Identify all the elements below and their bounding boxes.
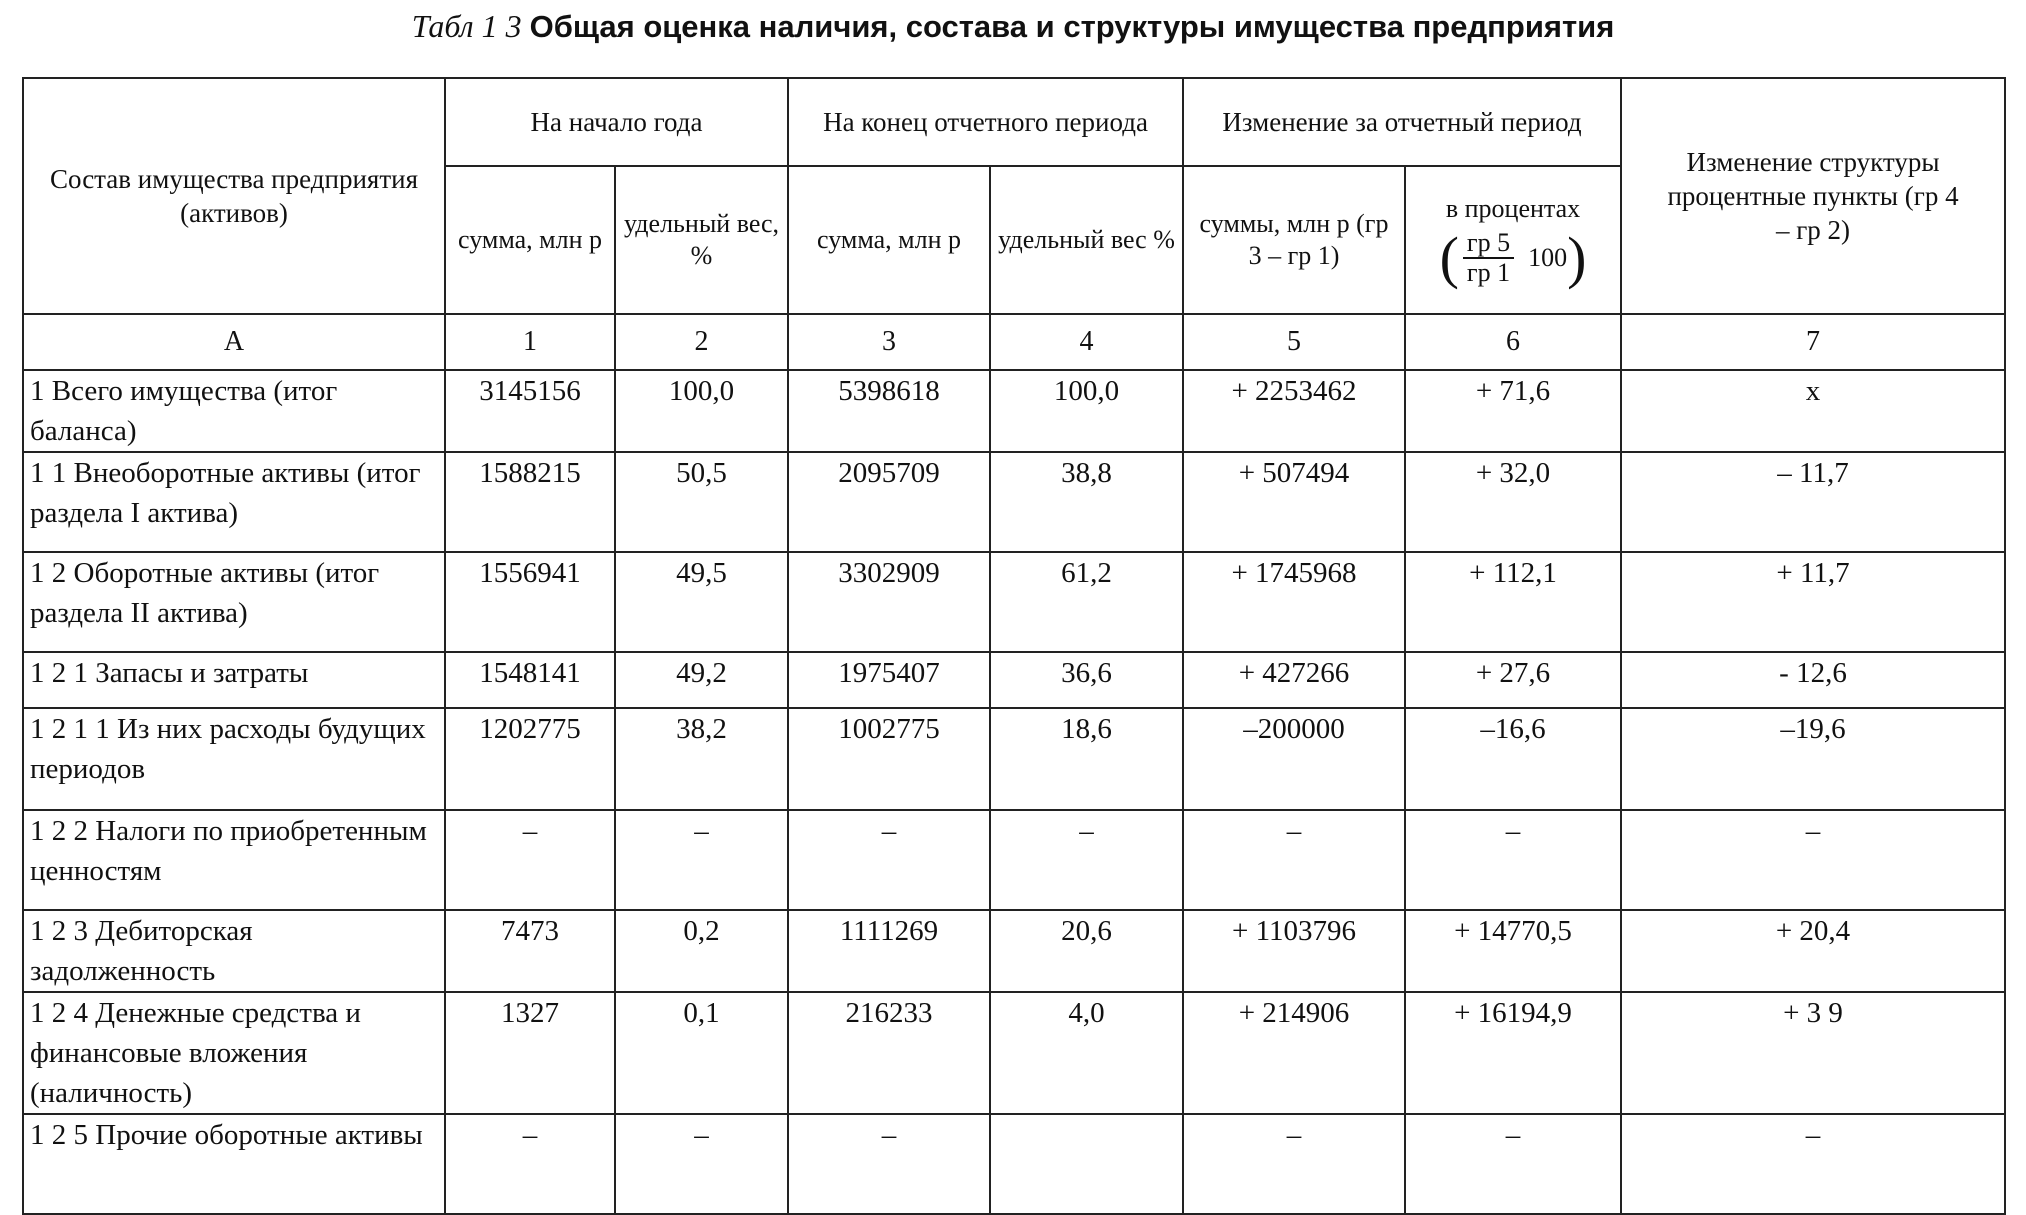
row-label: 1 2 1 Запасы и затраты [23, 652, 445, 708]
cell-sum-end: – [788, 810, 990, 910]
cell-struct-change: –19,6 [1621, 708, 2005, 810]
cell-struct-change: – [1621, 1114, 2005, 1214]
cell-struct-change: – [1621, 810, 2005, 910]
table-row [23, 992, 2005, 1114]
cell-change-pct: + 16194,9 [1405, 992, 1621, 1114]
row-label: 1 2 Оборотные активы (итог раздела II актива) [23, 552, 445, 652]
cell-sum-end: 1975407 [788, 652, 990, 708]
cell-sum-start: 1588215 [445, 452, 615, 552]
formula-fraction [1463, 229, 1514, 287]
cell-share-end: 61,2 [990, 552, 1183, 652]
cell-share-start: 50,5 [615, 452, 788, 552]
row-label: 1 2 4 Денежные средства и финансовые вложения (наличность) [23, 992, 445, 1114]
cell-struct-change: - 12,6 [1621, 652, 2005, 708]
row-label: 1 2 1 1 Из них расходы будущих периодов [23, 708, 445, 810]
colnum-3: 3 [788, 314, 990, 370]
cell-struct-change: + 3 9 [1621, 992, 2005, 1114]
cell-struct-change: – 11,7 [1621, 452, 2005, 552]
column-number-row [23, 314, 2005, 370]
cell-change-pct: + 71,6 [1405, 370, 1621, 452]
cell-share-start: 0,2 [615, 910, 788, 992]
table-row [23, 652, 2005, 708]
table-row [23, 910, 2005, 992]
cell-sum-end: 1002775 [788, 708, 990, 810]
row-label: 1 Всего имущества (итог баланса) [23, 370, 445, 452]
header-group-end: На конец отчетного периода [788, 78, 1183, 166]
cell-sum-end: 1111269 [788, 910, 990, 992]
cell-sum-start: 3145156 [445, 370, 615, 452]
header-group-start: На начало года [445, 78, 788, 166]
header-col-a: Состав имущества предприятия (активов) [23, 78, 445, 314]
percent-formula [1439, 225, 1587, 290]
header-change-pct-label: в процентах [1445, 194, 1581, 223]
cell-share-start: 49,2 [615, 652, 788, 708]
cell-struct-change: х [1621, 370, 2005, 452]
table-row [23, 370, 2005, 452]
colnum-5: 5 [1183, 314, 1405, 370]
formula-numerator: гр 5 [1463, 229, 1514, 259]
cell-sum-end: 216233 [788, 992, 990, 1114]
caption-title: Общая оценка наличия, состава и структуры имущества предприятия [529, 9, 1615, 44]
header-sum-start: сумма, млн р [445, 166, 615, 314]
formula-denominator: гр 1 [1466, 258, 1511, 287]
table-row [23, 552, 2005, 652]
cell-share-end: 38,8 [990, 452, 1183, 552]
left-paren: ( [1439, 225, 1459, 290]
header-sum-end: сумма, млн р [788, 166, 990, 314]
table-row [23, 810, 2005, 910]
cell-share-end: – [990, 810, 1183, 910]
cell-change-pct: – [1405, 1114, 1621, 1214]
assets-table [22, 77, 2006, 1215]
cell-sum-start: – [445, 1114, 615, 1214]
cell-sum-start: – [445, 810, 615, 910]
cell-sum-end: 5398618 [788, 370, 990, 452]
colnum-4: 4 [990, 314, 1183, 370]
cell-share-end: 100,0 [990, 370, 1183, 452]
cell-sum-end: – [788, 1114, 990, 1214]
cell-share-end: 36,6 [990, 652, 1183, 708]
header-change-pct [1405, 166, 1621, 314]
cell-change-sum: – [1183, 810, 1405, 910]
cell-share-start: – [615, 1114, 788, 1214]
table-caption [0, 8, 2026, 45]
formula-multiplier: 100 [1528, 243, 1568, 272]
cell-change-pct: + 32,0 [1405, 452, 1621, 552]
row-label: 1 2 5 Прочие оборотные активы [23, 1114, 445, 1214]
row-label: 1 2 2 Налоги по приобретенным ценностям [23, 810, 445, 910]
right-paren: ) [1567, 225, 1587, 290]
row-label: 1 2 3 Дебиторская задолженность [23, 910, 445, 992]
cell-share-end: 20,6 [990, 910, 1183, 992]
cell-change-pct: – [1405, 810, 1621, 910]
cell-change-sum: + 507494 [1183, 452, 1405, 552]
cell-change-sum: + 1745968 [1183, 552, 1405, 652]
cell-share-end: 4,0 [990, 992, 1183, 1114]
colnum-7: 7 [1621, 314, 2005, 370]
cell-share-start: – [615, 810, 788, 910]
caption-label: Табл 1 3 [411, 8, 522, 44]
cell-sum-start: 1327 [445, 992, 615, 1114]
header-row-groups [23, 78, 2005, 166]
colnum-6: 6 [1405, 314, 1621, 370]
header-group-change: Изменение за отчетный период [1183, 78, 1621, 166]
cell-change-sum: – [1183, 1114, 1405, 1214]
cell-share-start: 100,0 [615, 370, 788, 452]
cell-change-sum: –200000 [1183, 708, 1405, 810]
cell-change-sum: + 1103796 [1183, 910, 1405, 992]
colnum-1: 1 [445, 314, 615, 370]
header-share-start: удельный вес, % [615, 166, 788, 314]
cell-share-start: 0,1 [615, 992, 788, 1114]
cell-share-start: 49,5 [615, 552, 788, 652]
colnum-2: 2 [615, 314, 788, 370]
cell-struct-change: + 11,7 [1621, 552, 2005, 652]
cell-sum-start: 1548141 [445, 652, 615, 708]
cell-change-sum: + 214906 [1183, 992, 1405, 1114]
row-label: 1 1 Внеоборотные активы (итог раздела I актива) [23, 452, 445, 552]
cell-change-sum: + 427266 [1183, 652, 1405, 708]
cell-struct-change: + 20,4 [1621, 910, 2005, 992]
header-change-sum: суммы, млн р (гр 3 – гр 1) [1183, 166, 1405, 314]
table-row [23, 452, 2005, 552]
cell-sum-start: 7473 [445, 910, 615, 992]
cell-share-end: 18,6 [990, 708, 1183, 810]
cell-share-start: 38,2 [615, 708, 788, 810]
cell-share-end [990, 1114, 1183, 1214]
cell-change-pct: + 112,1 [1405, 552, 1621, 652]
table-row [23, 1114, 2005, 1214]
cell-change-sum: + 2253462 [1183, 370, 1405, 452]
cell-change-pct: + 27,6 [1405, 652, 1621, 708]
cell-sum-end: 3302909 [788, 552, 990, 652]
table-row [23, 708, 2005, 810]
cell-change-pct: + 14770,5 [1405, 910, 1621, 992]
header-share-end: удельный вес % [990, 166, 1183, 314]
cell-sum-start: 1202775 [445, 708, 615, 810]
cell-sum-start: 1556941 [445, 552, 615, 652]
cell-sum-end: 2095709 [788, 452, 990, 552]
colnum-a: А [23, 314, 445, 370]
header-struct-change: Изменение структуры процентные пункты (гр 4 – гр 2) [1621, 78, 2005, 314]
cell-change-pct: –16,6 [1405, 708, 1621, 810]
